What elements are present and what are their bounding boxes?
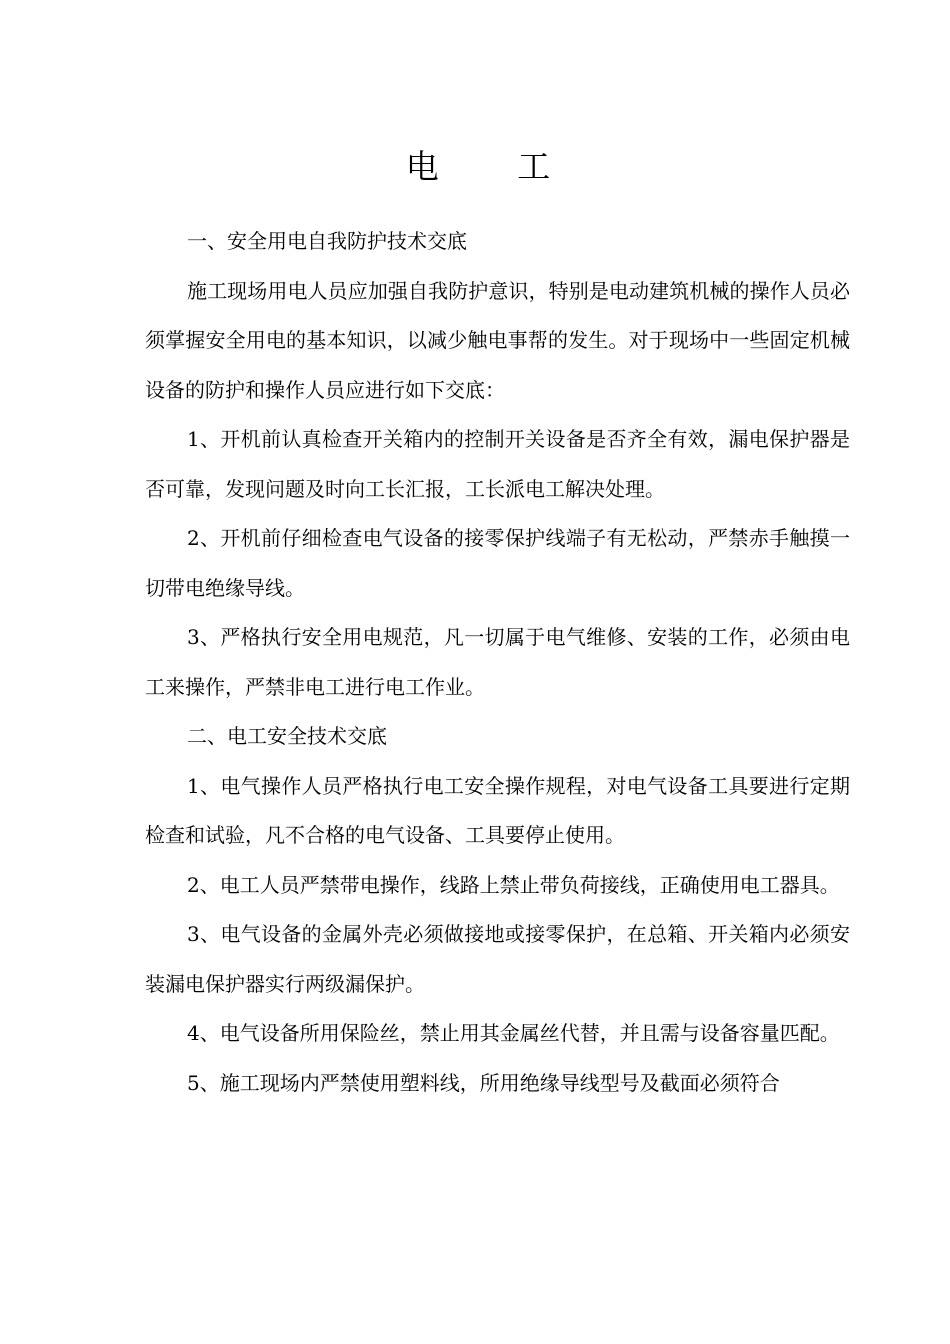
- section1-item-1: 1、开机前认真检查开关箱内的控制开关设备是否齐全有效，漏电保护器是否可靠，发现问题及时向工长汇报，工长派电工解决处理。: [145, 427, 850, 501]
- section2-item-3: 3、电气设备的金属外壳必须做接地或接零保护，在总箱、开关箱内必须安装漏电保护器实行两级漏保护。: [145, 922, 850, 996]
- section-heading-1: 一、安全用电自我防护技术交底: [187, 229, 467, 253]
- section2-item-1: 1、电气操作人员严格执行电工安全操作规程，对电气设备工具要进行定期检查和试验，凡不合格的电气设备、工具要停止使用。: [145, 773, 850, 847]
- section1-item-3: 3、严格执行安全用电规范，凡一切属于电气维修、安装的工作，必须由电工来操作，严禁非电工进行电工作业。: [145, 625, 850, 699]
- section-heading-2: 二、电工安全技术交底: [187, 724, 387, 748]
- section2-item-2: 2、电工人员严禁带电操作，线路上禁止带负荷接线，正确使用电工器具。: [187, 872, 840, 897]
- section2-item-5: 5、施工现场内严禁使用塑料线，所用绝缘导线型号及截面必须符合: [187, 1070, 780, 1095]
- section1-item-2: 2、开机前仔细检查电气设备的接零保护线端子有无松动，严禁赤手触摸一切带电绝缘导线。: [145, 526, 850, 600]
- document-title: 电 工: [405, 147, 585, 187]
- section2-item-4: 4、电气设备所用保险丝，禁止用其金属丝代替，并且需与设备容量匹配。: [187, 1021, 840, 1045]
- document-body: [145, 217, 850, 1108]
- intro-paragraph: 施工现场用电人员应加强自我防护意识，特别是电动建筑机械的操作人员必须掌握安全用电的基本知识，以减少触电事帮的发生。对于现场中一些固定机械设备的防护和操作人员应进行如下交底：: [145, 278, 850, 402]
